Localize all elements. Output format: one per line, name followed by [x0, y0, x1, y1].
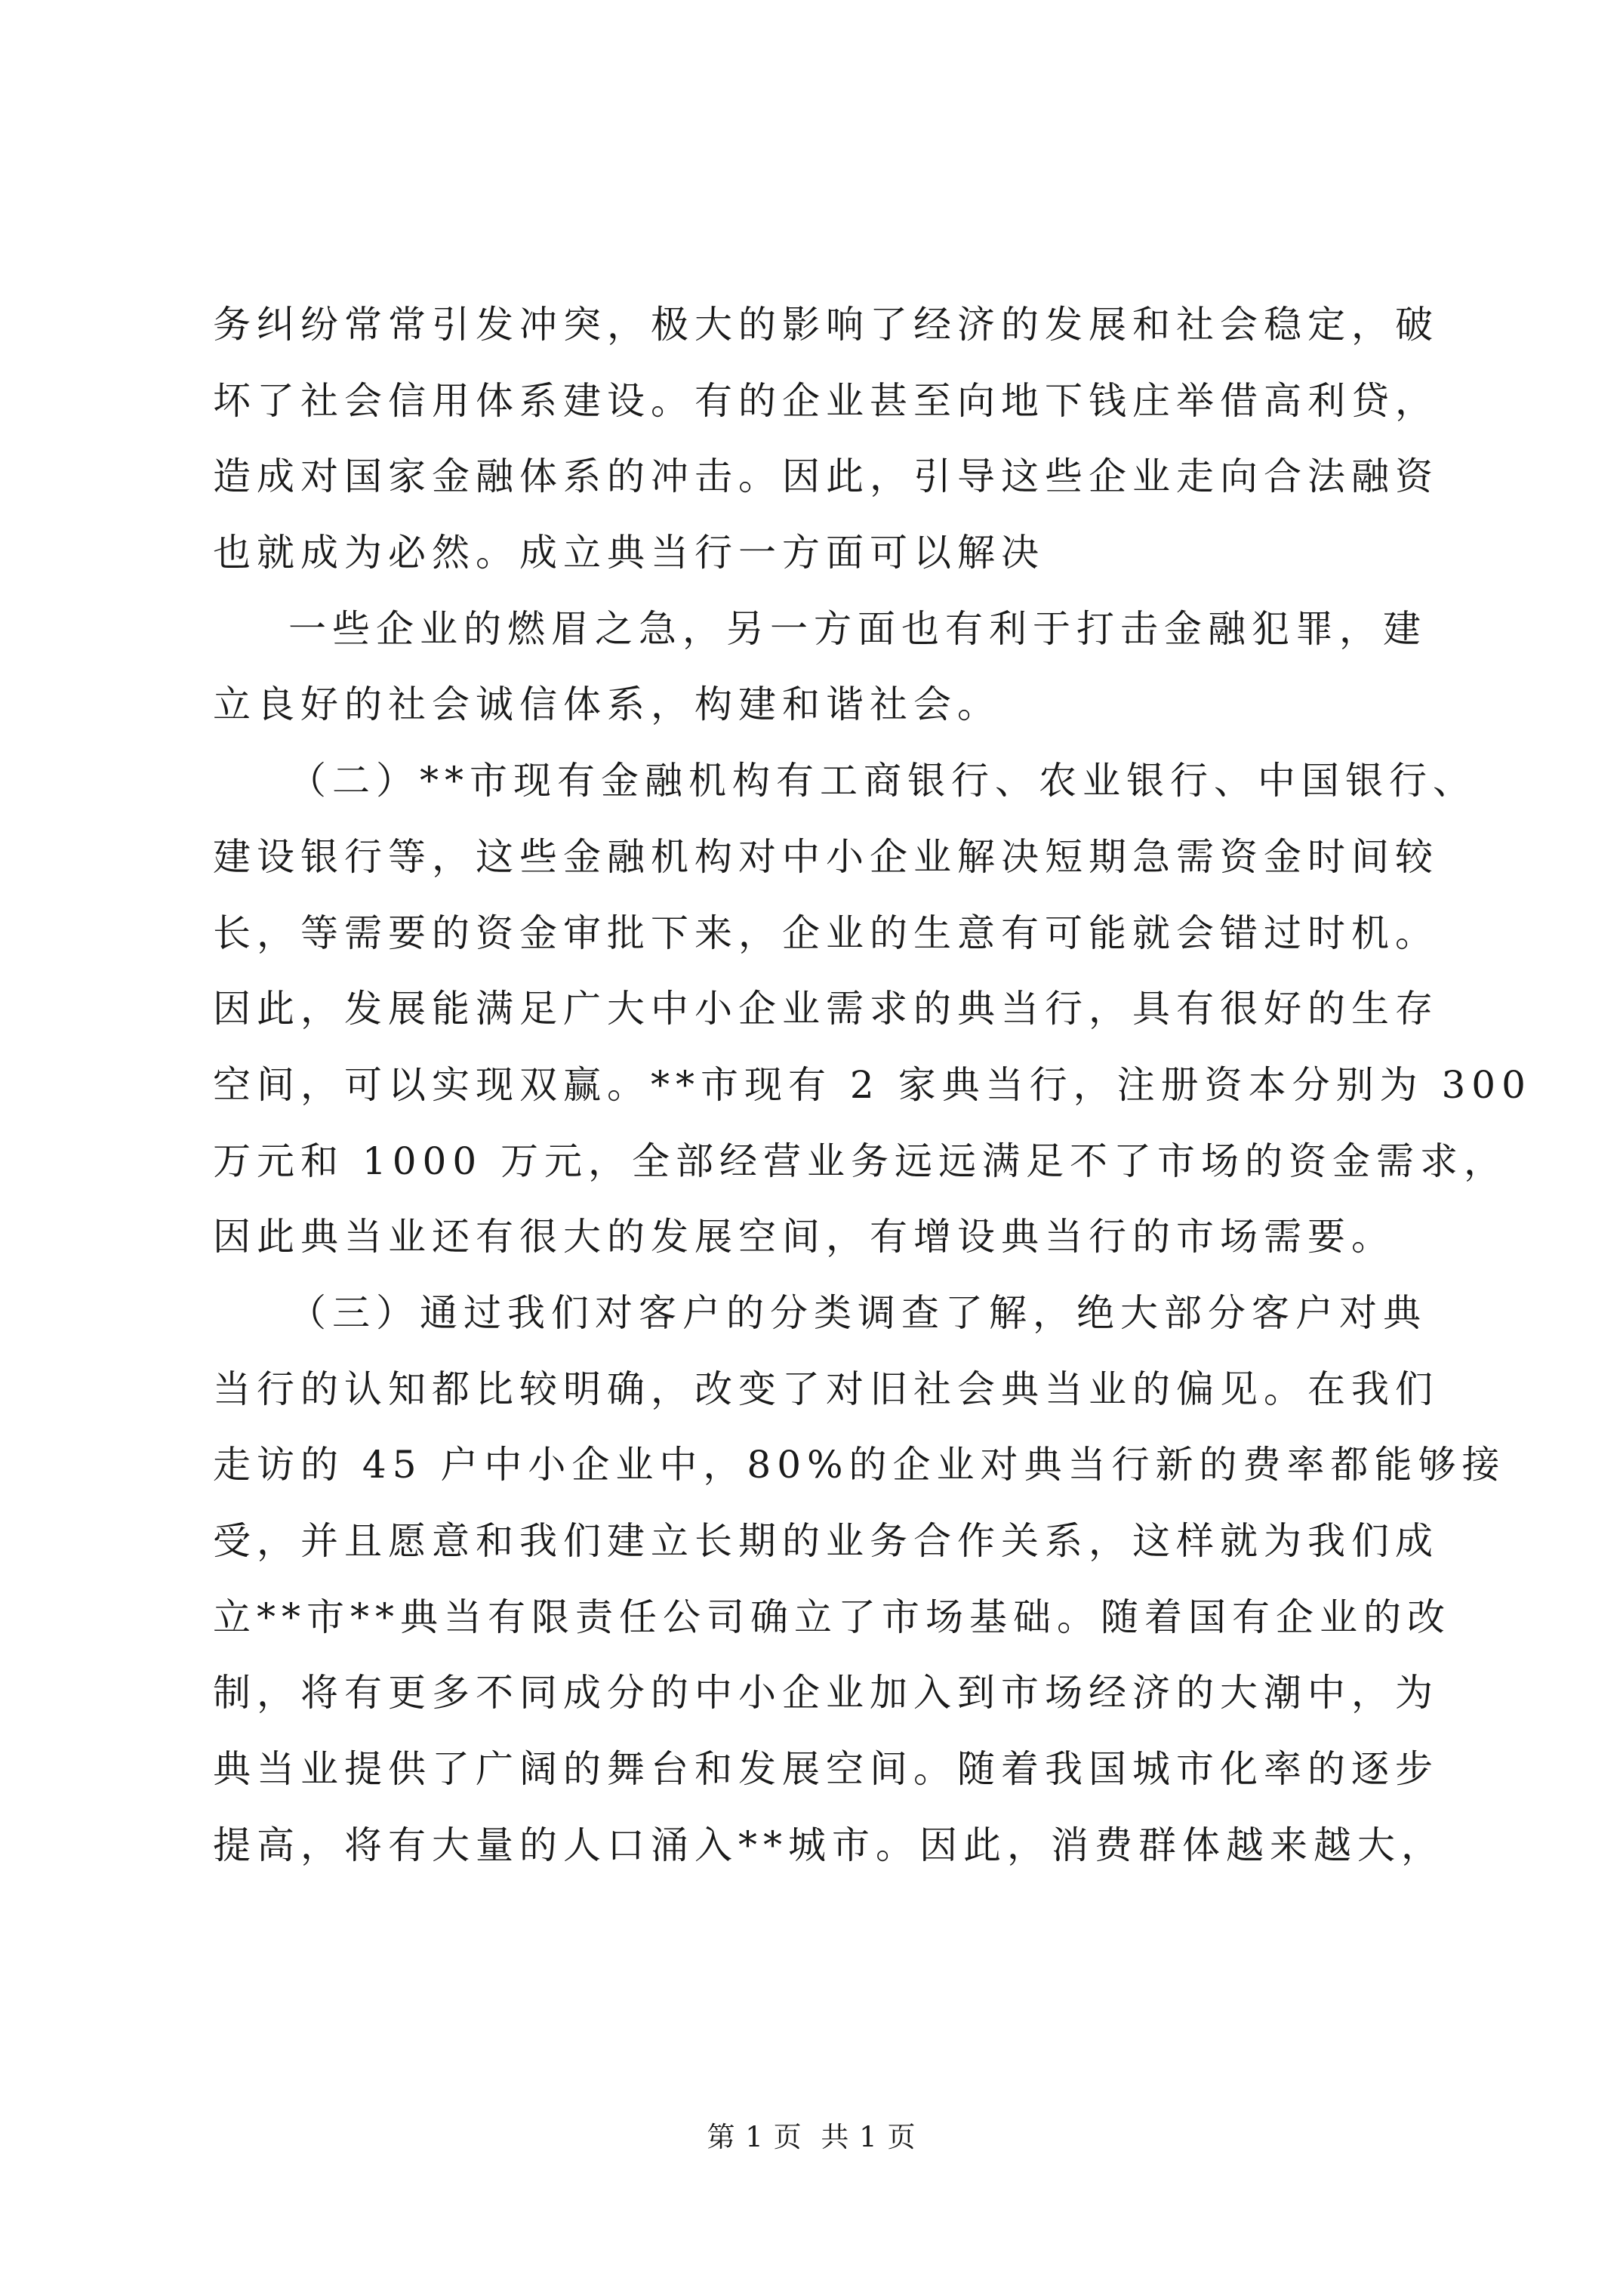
text-line: 建设银行等，这些金融机构对中小企业解决短期急需资金时间较 — [213, 834, 1439, 879]
text-line: 立**市**典当有限责任公司确立了市场基础。随着国有企业的改 — [213, 1595, 1451, 1639]
text-line: 也就成为必然。成立典当行一方面可以解决 — [213, 531, 1045, 575]
document-body — [213, 287, 1532, 1883]
text-line: 空间，可以实现双赢。**市现有 2 家典当行，注册资本分别为 300 — [213, 1062, 1532, 1107]
paragraph-4 — [213, 1275, 1506, 1884]
text-line: 典当业提供了广阔的舞台和发展空间。随着我国城市化率的逐步 — [213, 1747, 1439, 1792]
text-line: 走访的 45 户中小企业中，80%的企业对典当行新的费率都能够接 — [213, 1443, 1506, 1487]
text-line: 提高，将有大量的人口涌入**城市。因此，消费群体越来越大， — [213, 1823, 1445, 1867]
paragraph-1 — [213, 287, 1439, 591]
text-line: 受，并且愿意和我们建立长期的业务合作关系，这样就为我们成 — [213, 1519, 1439, 1563]
text-line: 万元和 1000 万元，全部经营业务远远满足不了市场的资金需求， — [213, 1139, 1508, 1183]
page-footer — [0, 2114, 1623, 2155]
paragraph-2 — [213, 591, 1427, 743]
text-line: 因此，发展能满足广大中小企业需求的典当行，具有很好的生存 — [213, 987, 1439, 1031]
text-line: 制，将有更多不同成分的中小企业加入到市场经济的大潮中，为 — [213, 1671, 1439, 1715]
page-total: 共 1 页 — [821, 2121, 916, 2153]
text-line: 长，等需要的资金审批下来，企业的生意有可能就会错过时机。 — [213, 911, 1439, 955]
text-line: 当行的认知都比较明确，改变了对旧社会典当业的偏见。在我们 — [213, 1367, 1439, 1411]
text-line: 一些企业的燃眉之急，另一方面也有利于打击金融犯罪，建 — [288, 606, 1427, 651]
text-line: 因此典当业还有很大的发展空间，有增设典当行的市场需要。 — [213, 1215, 1395, 1259]
text-line: 造成对国家金融体系的冲击。因此，引导这些企业走向合法融资 — [213, 455, 1439, 499]
page-number: 第 1 页 — [707, 2121, 802, 2153]
paragraph-3 — [213, 743, 1532, 1275]
text-line: （二）**市现有金融机构有工商银行、农业银行、中国银行、 — [288, 759, 1477, 803]
text-line: 坏了社会信用体系建设。有的企业甚至向地下钱庄举借高利贷， — [213, 378, 1439, 423]
text-line: （三）通过我们对客户的分类调查了解，绝大部分客户对典 — [288, 1290, 1427, 1335]
text-line: 务纠纷常常引发冲突，极大的影响了经济的发展和社会稳定，破 — [213, 303, 1439, 347]
text-line: 立良好的社会诚信体系，构建和谐社会。 — [213, 683, 1001, 727]
